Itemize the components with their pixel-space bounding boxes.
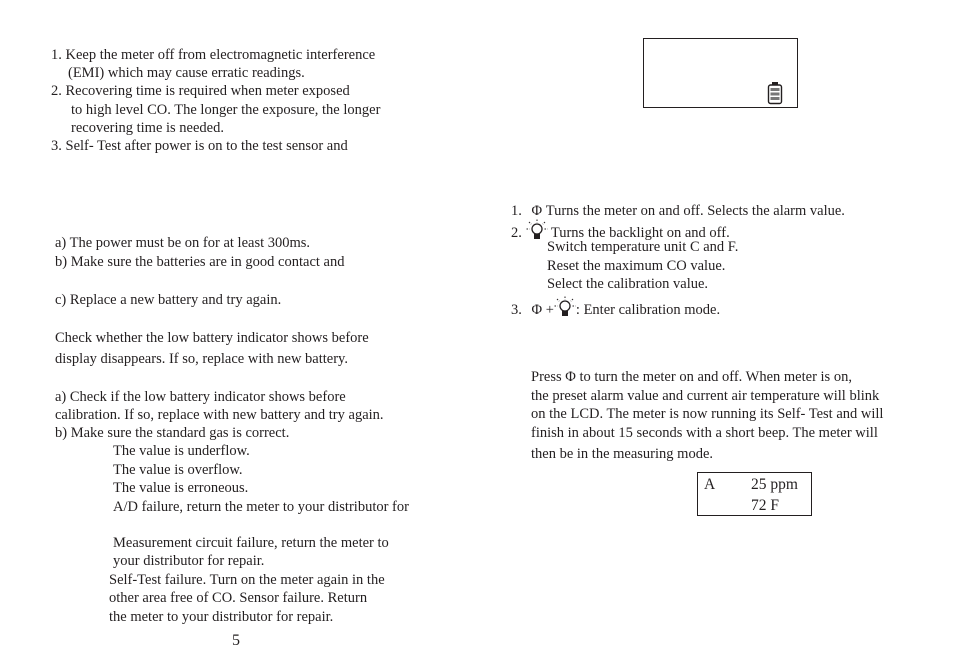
- calibration-check-a: a) Check if the low battery indicator shows before: [55, 389, 346, 405]
- battery-icon: [767, 81, 783, 105]
- display-check-2: display disappears. If so, replace with new battery.: [55, 351, 348, 367]
- item-2-line-4: Select the calibration value.: [547, 276, 709, 292]
- lcd-temp-value: 72 F: [751, 497, 779, 514]
- power-check-b: b) Make sure the batteries are in good contact and: [55, 254, 345, 270]
- power-check-a: a) The power must be on for at least 300ms.: [55, 235, 311, 251]
- calibration-check-a-cont: calibration. If so, replace with new battery and try again.: [55, 407, 384, 423]
- error-self-test-cont-2: the meter to your distributor for repair.: [109, 609, 334, 625]
- item-2-line-2: Switch temperature unit C and F.: [547, 239, 739, 255]
- operation-line-1: Press Φ to turn the meter on and off. When meter is on,: [531, 369, 852, 385]
- page-number: 5: [232, 632, 240, 649]
- note-2-cont: to high level CO. The longer the exposure, the longer: [71, 102, 381, 118]
- operation-line-4: finish in about 15 seconds with a short beep. The meter will: [531, 425, 878, 441]
- power-check-c: c) Replace a new battery and try again.: [55, 292, 282, 308]
- operation-line-3: on the LCD. The meter is now running its Self- Test and will: [531, 406, 884, 422]
- item-1-text: Turns the meter on and off. Selects the alarm value.: [545, 203, 845, 219]
- item-3-number: 3.: [511, 302, 522, 318]
- lcd-co-value: 25 ppm: [751, 476, 798, 493]
- error-measurement: Measurement circuit failure, return the meter to: [113, 535, 389, 551]
- item-2-line-3: Reset the maximum CO value.: [547, 258, 726, 274]
- item-2-number: 2.: [511, 225, 522, 241]
- note-1-cont: (EMI) which may cause erratic readings.: [68, 65, 305, 81]
- note-2: 2. Recovering time is required when meter exposed: [51, 83, 350, 99]
- error-overflow: The value is overflow.: [113, 462, 243, 478]
- button-item-3: [511, 296, 720, 319]
- lcd-readout-display: [697, 472, 812, 516]
- item-1-number: 1.: [511, 203, 522, 219]
- operation-line-2: the preset alarm value and current air temperature will blink: [531, 388, 880, 404]
- lcd-battery-display: [643, 38, 798, 108]
- error-erroneous: The value is erroneous.: [113, 480, 249, 496]
- error-ad-failure: A/D failure, return the meter to your distributor for: [113, 499, 409, 515]
- button-item-1: [511, 202, 845, 220]
- power-symbol: Φ: [531, 203, 543, 219]
- note-1: 1. Keep the meter off from electromagnetic interference: [51, 47, 376, 63]
- error-self-test: Self-Test failure. Turn on the meter again in the: [109, 572, 385, 588]
- error-underflow: The value is underflow.: [113, 443, 250, 459]
- note-3: 3. Self- Test after power is on to the test sensor and: [51, 138, 348, 154]
- lcd-mode: A: [704, 476, 716, 493]
- item-3-plus: +: [545, 302, 554, 318]
- item-2-line-1: Turns the backlight on and off.: [550, 225, 730, 241]
- operation-line-5: then be in the measuring mode.: [531, 446, 714, 462]
- calibration-check-b: b) Make sure the standard gas is correct.: [55, 425, 290, 441]
- error-measurement-cont: your distributor for repair.: [113, 553, 265, 569]
- note-2-cont-2: recovering time is needed.: [71, 120, 224, 136]
- power-symbol: Φ: [531, 302, 543, 318]
- display-check-1: Check whether the low battery indicator shows before: [55, 330, 369, 346]
- error-self-test-cont: other area free of CO. Sensor failure. Return: [109, 590, 368, 606]
- backlight-bulb-icon: [526, 219, 548, 241]
- backlight-bulb-icon: [554, 296, 576, 318]
- item-3-text: : Enter calibration mode.: [575, 302, 721, 318]
